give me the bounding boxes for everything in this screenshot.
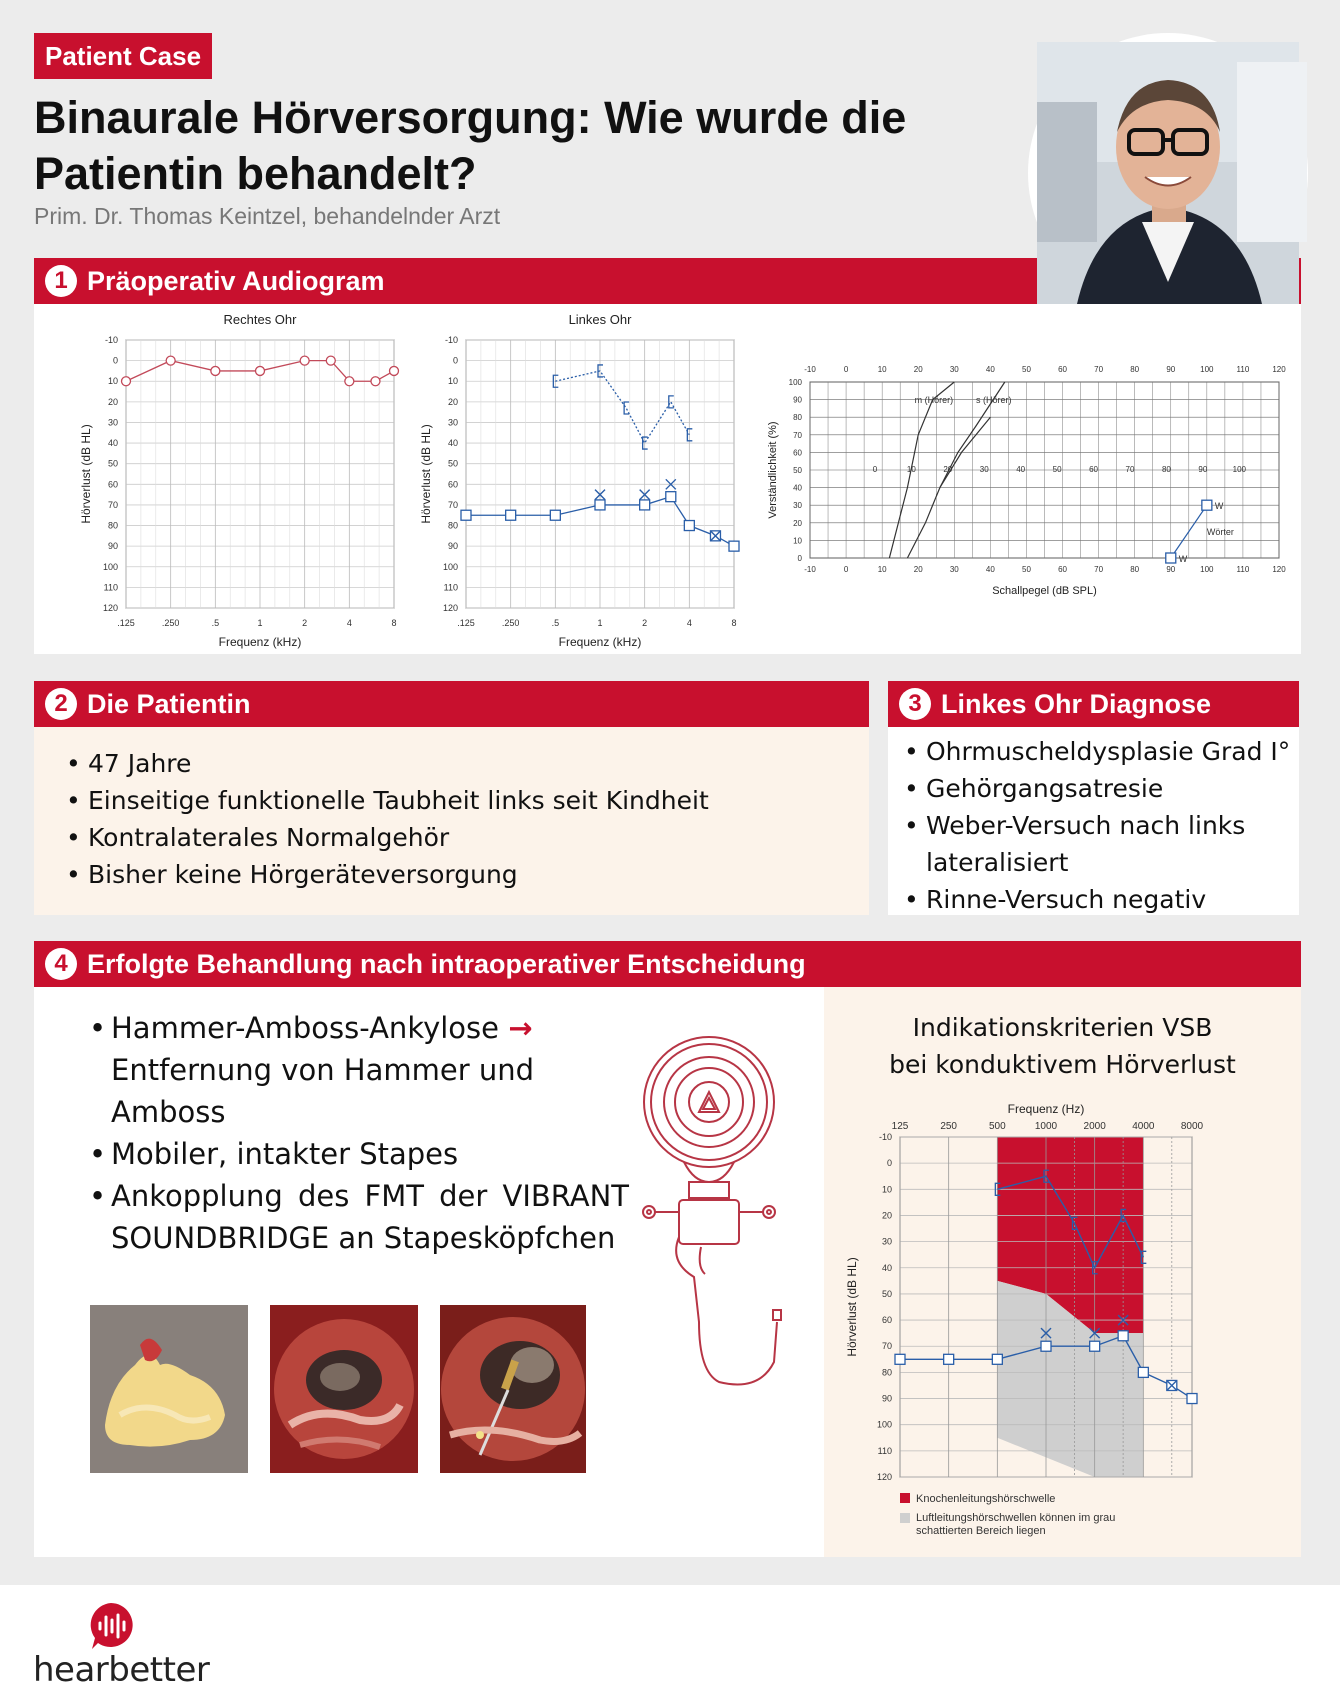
criteria-panel — [824, 987, 1301, 1557]
x-tick-label: .250 — [161, 618, 180, 628]
legend-label: Luftleitungshörschwellen können im grau schattierten Bereich liegen — [916, 1512, 1116, 1537]
y-tick-label: 120 — [876, 1472, 892, 1482]
x-tick-label: 1 — [597, 618, 603, 628]
section-title: Präoperativ Audiogram — [87, 265, 385, 296]
section-title: Linkes Ohr Diagnose — [941, 688, 1212, 719]
section-title: Erfolgte Behandlung nach intraoperativer Entscheidung — [87, 948, 806, 979]
y-tick-label: 120 — [102, 603, 118, 613]
y-tick-label: 60 — [107, 479, 118, 490]
patient-case-tag: Patient Case — [34, 33, 212, 79]
y-tick-label: 80 — [107, 520, 118, 531]
data-point — [1041, 1341, 1051, 1351]
y-tick-label: 30 — [793, 501, 802, 511]
x-tick-label-bottom: 120 — [1272, 565, 1286, 574]
y-tick-label: 60 — [881, 1315, 892, 1326]
y-axis-label: Hörverlust (dB HL) — [845, 1257, 859, 1357]
y-axis-label: Verständlichkeit (%) — [767, 421, 779, 519]
x-tick-label: 4 — [686, 618, 692, 628]
x-tick-label: .125 — [117, 618, 135, 628]
x-tick-label: 500 — [988, 1121, 1006, 1132]
x-tick-label: 250 — [940, 1121, 958, 1132]
x-tick-label-top: 30 — [949, 365, 959, 374]
x-tick-label-bottom: 50 — [1022, 565, 1031, 574]
page-subtitle: Prim. Dr. Thomas Keintzel, behandelnder Arzt — [34, 203, 501, 229]
section-number: 3 — [899, 688, 931, 720]
criteria-title-line-1: Indikationskriterien VSB — [912, 1013, 1213, 1042]
y-tick-label: 20 — [107, 396, 118, 407]
data-point — [624, 402, 629, 414]
legend-label: Knochenleitungshörschwelle — [916, 1493, 1056, 1505]
y-tick-label: 10 — [881, 1184, 892, 1195]
data-point — [300, 356, 309, 365]
data-point — [211, 366, 220, 375]
annotation-s: s (Hörer) — [975, 395, 1012, 406]
y-tick-label: 100 — [442, 561, 458, 572]
y-axis-label: Hörverlust (dB HL) — [79, 424, 93, 524]
x-tick-label-mid: 20 — [943, 465, 953, 474]
legend-swatch-grey — [900, 1513, 910, 1523]
data-point — [1090, 1341, 1100, 1351]
y-tick-label: 10 — [107, 376, 118, 387]
y-tick-label: 90 — [447, 541, 458, 552]
x-axis-label: Schallpegel (dB SPL) — [992, 585, 1097, 597]
x-tick-label-top: 20 — [913, 365, 923, 374]
x-tick-label-top: 0 — [843, 365, 849, 374]
list-item: • 47 Jahre — [66, 745, 709, 782]
section-4-header — [34, 941, 1301, 987]
x-tick-label-mid: 60 — [1089, 465, 1099, 474]
x-tick-label-bottom: 60 — [1058, 565, 1067, 574]
y-tick-label: 110 — [103, 582, 118, 593]
data-point — [371, 377, 380, 386]
y-tick-label: 30 — [881, 1236, 892, 1247]
data-point — [992, 1354, 1002, 1364]
diagnosis-panel — [888, 727, 1299, 915]
y-tick-label: 100 — [788, 378, 802, 387]
data-point — [506, 510, 516, 520]
x-tick-label-mid: 30 — [979, 465, 989, 474]
chart-right-ear — [44, 304, 397, 654]
data-point — [640, 500, 650, 510]
y-tick-label: 0 — [797, 554, 802, 563]
data-point — [1202, 500, 1212, 510]
brand-name: hearbetter — [33, 1650, 210, 1690]
soundbridge-device-illustration — [639, 1032, 789, 1412]
x-tick-label-bottom: 0 — [843, 565, 849, 574]
y-tick-label: 100 — [102, 561, 118, 572]
y-tick-label: 110 — [877, 1445, 892, 1456]
x-tick-label: 1000 — [1034, 1121, 1058, 1132]
list-item: • Rinne-Versuch negativ — [904, 881, 1294, 918]
x-tick-label-bottom: 100 — [1200, 565, 1214, 574]
x-tick-label-top: 70 — [1094, 365, 1104, 374]
data-point — [345, 377, 354, 386]
list-item: • Weber-Versuch nach links lateralisiert — [904, 807, 1294, 881]
x-tick-label: .5 — [551, 618, 560, 628]
y-tick-label: 90 — [107, 541, 118, 552]
annotation-m: m (Hörer) — [914, 395, 954, 406]
x-tick-label-mid: 10 — [906, 465, 916, 474]
x-tick-label: 4000 — [1132, 1121, 1155, 1132]
list-item-text: Hammer-Amboss-Ankylose — [111, 1011, 499, 1045]
data-point — [1166, 553, 1176, 563]
legend-swatch-red — [900, 1493, 910, 1503]
y-tick-label: 30 — [447, 417, 458, 428]
y-tick-label: 40 — [881, 1262, 892, 1273]
y-tick-label: 20 — [881, 1210, 892, 1221]
x-tick-label: 8 — [391, 618, 397, 628]
y-tick-label: 20 — [447, 396, 458, 407]
x-tick-label-mid: 70 — [1125, 465, 1135, 474]
x-tick-label-top: 10 — [877, 365, 887, 374]
y-tick-label: 40 — [107, 438, 118, 449]
data-point — [550, 510, 560, 520]
y-tick-label: 40 — [447, 438, 458, 449]
x-tick-label-top: 110 — [1236, 365, 1250, 374]
list-item-text: Entfernung von Hammer und Amboss — [111, 1053, 535, 1129]
x-axis-label: Frequenz (kHz) — [558, 635, 642, 649]
data-point — [326, 356, 335, 365]
data-point — [666, 492, 676, 502]
y-tick-label: 90 — [793, 395, 802, 405]
x-tick-label-mid: 0 — [872, 465, 878, 474]
data-point — [1138, 1367, 1148, 1377]
x-tick-label-bottom: 40 — [985, 565, 995, 574]
y-tick-label: 70 — [107, 499, 118, 510]
x-tick-label-bottom: 30 — [949, 565, 959, 574]
patient-list — [66, 745, 709, 893]
x-tick-label: 2000 — [1083, 1121, 1106, 1132]
section-number: 4 — [45, 948, 77, 980]
x-tick-label: 2 — [642, 618, 648, 628]
diagnosis-list — [904, 733, 1294, 918]
list-item: • Mobiler, intakter Stapes — [89, 1133, 629, 1175]
x-tick-label-bottom: -10 — [804, 565, 816, 574]
x-tick-label-bottom: 110 — [1236, 565, 1250, 574]
chart-title: Rechtes Ohr — [223, 312, 297, 327]
y-tick-label: 40 — [793, 483, 802, 493]
criteria-title-line-2: bei konduktivem Hörverlust — [889, 1050, 1236, 1079]
y-tick-label: 70 — [881, 1341, 892, 1352]
list-item: • Gehörgangsatresie — [904, 770, 1294, 807]
x-tick-label-mid: 80 — [1161, 465, 1171, 474]
y-axis-label: Hörverlust (dB HL) — [419, 424, 433, 524]
x-tick-label-top: 100 — [1200, 365, 1214, 374]
x-tick-label-mid: 90 — [1198, 465, 1208, 474]
y-tick-label: 90 — [881, 1393, 892, 1404]
x-tick-label-bottom: 10 — [877, 565, 887, 574]
y-tick-label: 10 — [793, 536, 802, 546]
data-point — [595, 500, 605, 510]
criteria-title — [824, 1009, 1301, 1083]
y-tick-label: 30 — [107, 417, 118, 428]
point-label: W — [1214, 501, 1224, 512]
data-point — [944, 1354, 954, 1364]
x-axis-label: Frequenz (kHz) — [218, 635, 302, 649]
x-tick-label-bottom: 80 — [1130, 565, 1140, 574]
data-point — [122, 377, 131, 386]
y-tick-label: 10 — [447, 376, 458, 387]
section-title: Die Patientin — [87, 688, 251, 719]
surgery-photo-3 — [440, 1305, 586, 1473]
x-tick-label-bottom: 20 — [913, 565, 923, 574]
x-tick-label-top: 90 — [1166, 365, 1176, 374]
section-number: 2 — [45, 688, 77, 720]
y-tick-label: 60 — [447, 479, 458, 490]
x-tick-label: 125 — [891, 1121, 909, 1132]
surgery-photo-2 — [270, 1305, 418, 1473]
x-tick-label: .250 — [501, 618, 520, 628]
audiogram-panel — [34, 304, 1301, 654]
chart-title: Linkes Ohr — [568, 312, 632, 327]
arrow-right-icon: → — [508, 1011, 533, 1045]
x-tick-label-mid: 40 — [1016, 465, 1026, 474]
page-title: Binaurale Hörversorgung: Wie wurde die Patientin behandelt? — [34, 92, 907, 199]
point-label: W — [1178, 554, 1188, 564]
x-tick-label: 1 — [257, 618, 263, 628]
section-2-header — [34, 681, 869, 727]
list-item: • Ankopplung des FMT der VIBRANT SOUNDBRIDGE an Stapesköpfchen — [89, 1175, 629, 1259]
x-tick-label-top: -10 — [804, 365, 816, 374]
data-point — [461, 510, 471, 520]
x-tick-label-mid: 50 — [1052, 465, 1062, 474]
x-tick-label-bottom: 70 — [1094, 565, 1104, 574]
list-item: • Bisher keine Hörgeräteversorgung — [66, 856, 709, 893]
data-point — [166, 356, 175, 365]
treatment-panel — [34, 987, 824, 1557]
y-tick-label: 70 — [447, 499, 458, 510]
y-tick-label: -10 — [444, 335, 458, 345]
y-tick-label: 20 — [793, 518, 802, 528]
x-tick-label-top: 120 — [1272, 365, 1286, 374]
x-tick-label: 4 — [346, 618, 352, 628]
surgery-photo-1 — [90, 1305, 248, 1473]
y-tick-label: 70 — [793, 430, 802, 440]
patient-panel — [34, 727, 869, 915]
annotation-woerter: Wörter — [1206, 527, 1234, 538]
y-tick-label: -10 — [878, 1132, 892, 1142]
data-point — [895, 1354, 905, 1364]
x-axis-label: Frequenz (Hz) — [1007, 1102, 1085, 1116]
y-tick-label: 80 — [447, 520, 458, 531]
y-tick-label: 60 — [793, 448, 802, 458]
x-tick-label: .5 — [211, 618, 220, 628]
hearbetter-logo-icon — [86, 1601, 136, 1651]
section-number: 1 — [45, 265, 77, 297]
data-point — [1187, 1394, 1197, 1404]
y-tick-label: 110 — [443, 582, 458, 593]
x-tick-label: 2 — [302, 618, 308, 628]
y-tick-label: 50 — [107, 458, 118, 469]
y-tick-label: 50 — [447, 458, 458, 469]
data-point — [687, 429, 692, 441]
x-tick-label: 8000 — [1180, 1121, 1204, 1132]
list-item: • Einseitige funktionelle Taubheit links seit Kindheit — [66, 782, 709, 819]
x-tick-label-top: 40 — [985, 365, 995, 374]
x-tick-label-top: 60 — [1058, 365, 1067, 374]
x-tick-label: 8 — [731, 618, 737, 628]
y-tick-label: 0 — [886, 1158, 892, 1169]
x-tick-label-bottom: 90 — [1166, 565, 1176, 574]
treatment-list — [89, 1007, 629, 1259]
footer — [0, 1585, 1340, 1700]
y-tick-label: 50 — [793, 466, 802, 475]
data-point — [256, 366, 265, 375]
chart-speech — [734, 304, 1294, 654]
section-3-header — [888, 681, 1299, 727]
list-item: • Kontralaterales Normalgehör — [66, 819, 709, 856]
chart-vsb-criteria — [824, 1087, 1301, 1557]
y-tick-label: 80 — [881, 1367, 892, 1378]
y-tick-label: 80 — [793, 413, 802, 423]
x-tick-label-top: 80 — [1130, 365, 1140, 374]
y-tick-label: 0 — [112, 355, 118, 366]
list-item — [89, 1007, 629, 1133]
doctor-photo — [1028, 33, 1308, 313]
data-point — [1118, 1331, 1128, 1341]
data-point — [684, 521, 694, 531]
y-tick-label: -10 — [104, 335, 118, 345]
x-tick-label-mid: 100 — [1232, 465, 1246, 474]
list-item: • Ohrmuscheldysplasie Grad I° — [904, 733, 1294, 770]
y-tick-label: 100 — [876, 1419, 892, 1430]
x-tick-label: .125 — [457, 618, 475, 628]
chart-left-ear — [384, 304, 737, 654]
x-tick-label-top: 50 — [1022, 365, 1031, 374]
y-tick-label: 0 — [452, 355, 458, 366]
y-tick-label: 120 — [442, 603, 458, 613]
y-tick-label: 50 — [881, 1288, 892, 1299]
